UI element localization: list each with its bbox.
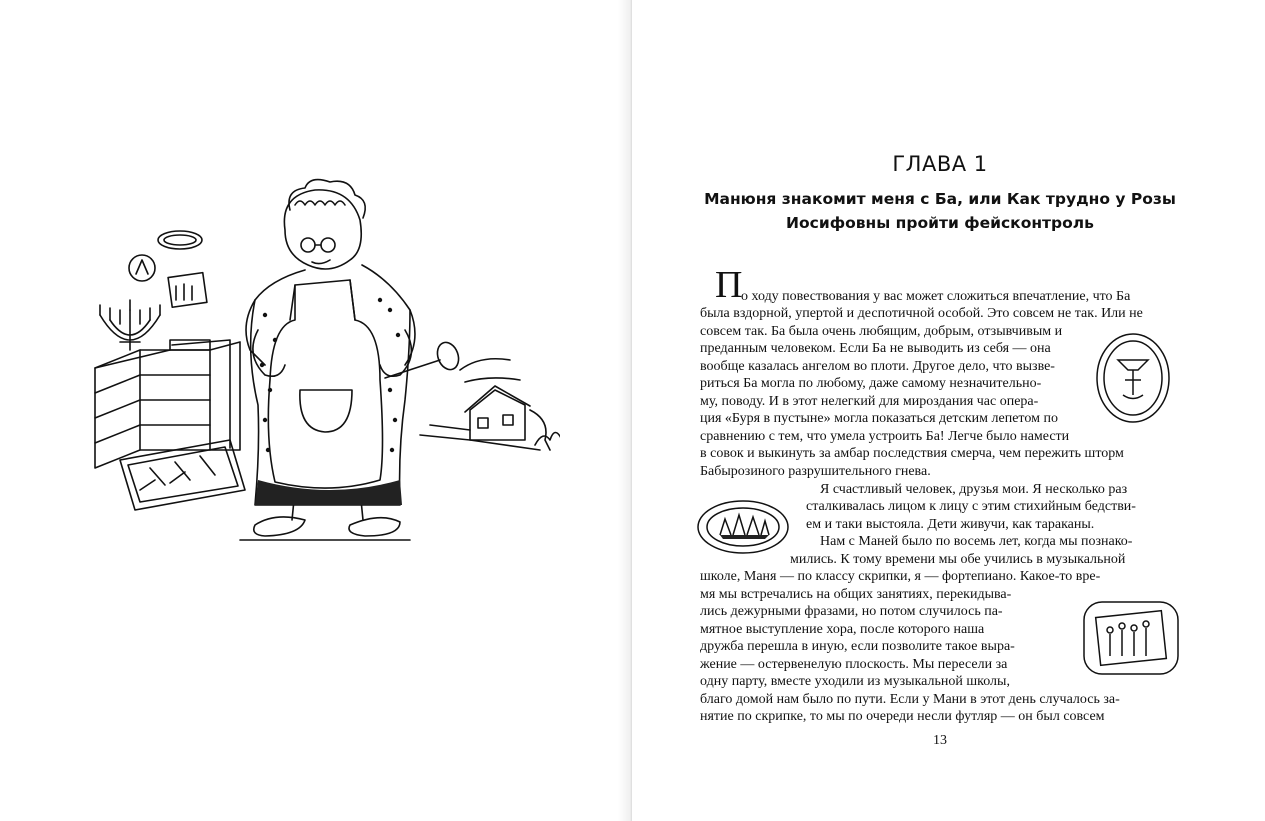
- page-number: 13: [933, 733, 947, 748]
- body-line: преданным человеком. Если Ба не выводить из себя — она: [700, 341, 1051, 356]
- chapter-title: [700, 187, 1180, 235]
- body-line: сравнению с тем, что умела устроить Ба! Легче было намести: [700, 429, 1070, 444]
- vignette-oval-portrait: [1093, 330, 1173, 426]
- body-line: Бабырозиного разрушительного гнева.: [700, 464, 931, 479]
- body-line: дружба перешла в иную, если позволите такое выра-: [700, 639, 1015, 654]
- body-line: мя мы встречались на общих занятиях, перекидыва-: [700, 587, 1012, 602]
- body-line: была вздорной, упертой и деспотичной особой. Это совсем не так. Или не: [700, 306, 1143, 321]
- body-line: лись дежурными фразами, но потом случилось па-: [700, 604, 1003, 619]
- body-line: риться Ба могла по любому, даже самому незначительно-: [700, 376, 1042, 391]
- drop-cap: П: [715, 264, 743, 306]
- chapter-heading: ГЛАВА 1: [892, 152, 988, 176]
- body-line: школе, Маня — по классу скрипки, я — фортепиано. Какое-то вре-: [700, 569, 1101, 584]
- body-line: мятное выступление хора, после которого наша: [700, 622, 985, 637]
- body-line: благо домой нам было по пути. Если у Мани в этот день случалось за-: [700, 692, 1120, 707]
- left-page: [0, 0, 630, 821]
- body-line: мились. К тому времени мы обе учились в музыкальной: [790, 552, 1126, 567]
- body-line: совсем так. Ба была очень любящим, добрым, отзывчивым и: [700, 324, 1063, 339]
- body-line: ем и таки выстояла. Дети живучи, как тараканы.: [806, 517, 1095, 532]
- chapter-title-line-2: Иосифовны пройти фейсконтроль: [786, 214, 1094, 232]
- body-line: му, поводу. И в этот нелегкий для мироздания час опера-: [700, 394, 1039, 409]
- body-line: жение — остервенелую плоскость. Мы пересели за: [700, 657, 1008, 672]
- vignette-oval-family-photo: [695, 497, 791, 557]
- body-line: ция «Буря в пустыне» могла показаться детским лепетом по: [700, 411, 1058, 426]
- body-line: вообще казалась ангелом во плоти. Другое дело, что вызве-: [700, 359, 1055, 374]
- illustration-grandmother: [80, 150, 560, 570]
- body-line: в совок и выкинуть за амбар последствия смерча, чем пережить шторм: [700, 446, 1124, 461]
- body-line: нятие по скрипке, то мы по очереди несли футляр — он был совсем: [700, 709, 1105, 724]
- vignette-framed-photo: [1080, 598, 1182, 678]
- chapter-title-line-1: Манюня знакомит меня с Ба, или Как трудно у Розы: [704, 190, 1176, 208]
- body-line: Я счастливый человек, друзья мои. Я несколько раз: [820, 482, 1128, 497]
- body-line: Нам с Маней было по восемь лет, когда мы познако-: [820, 534, 1133, 549]
- body-line: о ходу повествования у вас может сложиться впечатление, что Ба: [741, 289, 1131, 304]
- body-line: сталкивалась лицом к лицу с этим стихийным бедстви-: [806, 499, 1136, 514]
- body-line: одну парту, вместе уходили из музыкальной школы,: [700, 674, 1010, 689]
